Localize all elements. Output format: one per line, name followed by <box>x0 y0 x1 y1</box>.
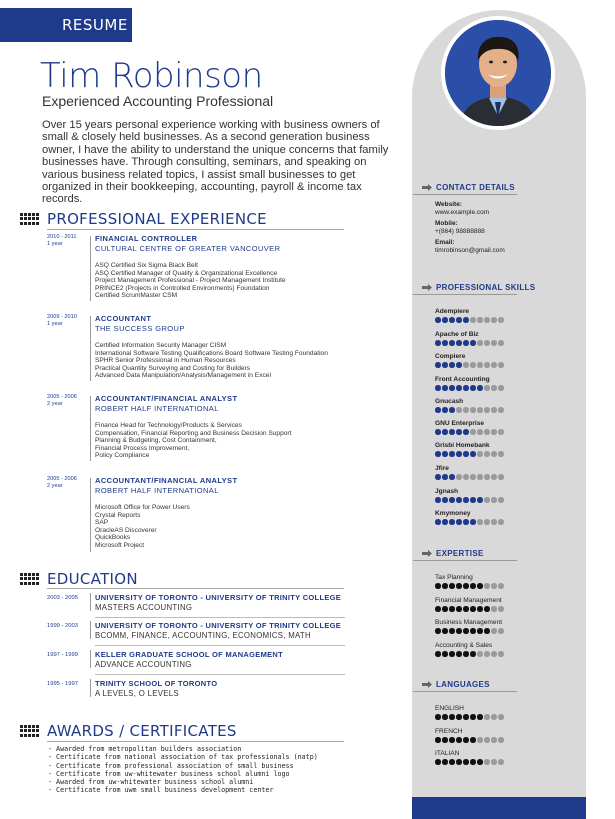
rating-dot <box>498 497 504 503</box>
rating-dot <box>498 759 504 765</box>
section-divider <box>47 741 344 742</box>
skill-rating <box>435 497 504 503</box>
rating-dot <box>470 429 476 435</box>
rating-dot <box>435 451 441 457</box>
rating-dot <box>435 317 441 323</box>
section-title: PROFESSIONAL EXPERIENCE <box>47 210 267 228</box>
rating-dot <box>463 429 469 435</box>
education-dates: 1995 - 1997 <box>47 681 78 687</box>
rating-dot <box>484 628 490 634</box>
rating-dot <box>456 451 462 457</box>
rating-dot <box>477 606 483 612</box>
summary: Over 15 years personal experience working with business owners of small & closely held businesses. As a second generation business owner, I have the ability to understand the unique concerns that family businesses have. Through consulting, seminars, and speaking on various business related topics, I assist small businesses to get organized in their bookkeeping, accounting, payroll & income tax records. <box>42 119 389 206</box>
expertise-rating <box>435 606 504 612</box>
rating-dot <box>498 340 504 346</box>
rating-dot <box>498 628 504 634</box>
skill-item: Grisbi Homebank <box>435 442 504 457</box>
skill-item: Adempiere <box>435 308 504 323</box>
skill-item: Front Accounting <box>435 376 504 391</box>
rating-dot <box>498 451 504 457</box>
timeline-line <box>90 396 91 461</box>
section-title: EDUCATION <box>47 570 138 588</box>
rating-dot <box>477 429 483 435</box>
rating-dot <box>449 714 455 720</box>
rating-dot <box>477 519 483 525</box>
experience-duties: Certified Information Security Manager CISM International Software Testing Qualifications Board Software Testing Foundation SPHR Senior Professional in Human Resources Practical Quantity Surveying and Costing for Builders Advanced Data Manipulation/Analysis/Management in Excel <box>95 342 328 380</box>
experience-duties: Microsoft Office for Power Users Crystal Reports SAP OracleAS Discoverer QuickBooks Microsoft Project <box>95 504 190 549</box>
rating-dot <box>456 474 462 480</box>
rating-dot <box>463 583 469 589</box>
rating-dot <box>484 362 490 368</box>
email-value: timrobinson@gmail.com <box>435 246 505 254</box>
rating-dot <box>442 474 448 480</box>
candidate-name: Tim Robinson <box>40 56 263 96</box>
rating-dot <box>470 407 476 413</box>
rating-dot <box>435 362 441 368</box>
rating-dot <box>435 714 441 720</box>
timeline-line <box>90 679 91 697</box>
rating-dot <box>498 519 504 525</box>
rating-dot <box>491 407 497 413</box>
rating-dot <box>456 714 462 720</box>
experience-org: CULTURAL CENTRE OF GREATER VANCOUVER <box>95 244 281 253</box>
sidebar-divider <box>413 560 517 561</box>
rating-dot <box>435 519 441 525</box>
rating-dot <box>435 385 441 391</box>
rating-dot <box>484 474 490 480</box>
rating-dot <box>470 737 476 743</box>
rating-dot <box>484 737 490 743</box>
rating-dot <box>491 429 497 435</box>
rating-dot <box>442 519 448 525</box>
arrow-right-icon <box>422 550 432 557</box>
rating-dot <box>449 606 455 612</box>
education-degree: BCOMM, FINANCE, ACCOUNTING, ECONOMICS, MATH <box>95 631 311 640</box>
rating-dot <box>491 362 497 368</box>
rating-dot <box>498 385 504 391</box>
rating-dot <box>456 651 462 657</box>
rating-dot <box>477 759 483 765</box>
expertise-heading <box>422 549 484 558</box>
rating-dot <box>442 340 448 346</box>
sidebar-footer-bar <box>412 797 586 819</box>
expertise-item: Tax Planning <box>435 574 504 589</box>
language-item: ENGLISH <box>435 705 504 720</box>
skill-item: Gnucash <box>435 398 504 413</box>
experience-role: ACCOUNTANT <box>95 314 152 323</box>
resume-tab: RESUME <box>0 8 132 42</box>
rating-dot <box>456 759 462 765</box>
rating-dot <box>442 497 448 503</box>
rating-dot <box>442 429 448 435</box>
grid-bullet-icon <box>20 213 40 225</box>
rating-dot <box>456 497 462 503</box>
education-dates: 2003 - 2005 <box>47 595 78 601</box>
rating-dot <box>470 519 476 525</box>
rating-dot <box>449 497 455 503</box>
rating-dot <box>463 628 469 634</box>
rating-dot <box>491 451 497 457</box>
rating-dot <box>470 651 476 657</box>
language-rating <box>435 759 504 765</box>
rating-dot <box>449 317 455 323</box>
skill-rating <box>435 317 504 323</box>
rating-dot <box>463 519 469 525</box>
rating-dot <box>463 451 469 457</box>
timeline-line <box>90 316 91 381</box>
rating-dot <box>456 385 462 391</box>
language-item: ITALIAN <box>435 750 504 765</box>
rating-dot <box>484 451 490 457</box>
rating-dot <box>442 737 448 743</box>
rating-dot <box>484 407 490 413</box>
rating-dot <box>477 340 483 346</box>
rating-dot <box>484 497 490 503</box>
rating-dot <box>463 714 469 720</box>
education-school: TRINITY SCHOOL OF TORONTO <box>95 679 218 688</box>
rating-dot <box>491 385 497 391</box>
sidebar-section-title: EXPERTISE <box>436 549 484 558</box>
skill-rating <box>435 407 504 413</box>
rating-dot <box>456 340 462 346</box>
education-school: UNIVERSITY OF TORONTO - UNIVERSITY OF TRINITY COLLEGE <box>95 621 342 630</box>
education-degree: ADVANCE ACCOUNTING <box>95 660 192 669</box>
skill-item: Kmymoney <box>435 510 504 525</box>
rating-dot <box>477 497 483 503</box>
rating-dot <box>470 606 476 612</box>
rating-dot <box>442 385 448 391</box>
education-school: KELLER GRADUATE SCHOOL OF MANAGEMENT <box>95 650 284 659</box>
rating-dot <box>477 737 483 743</box>
rating-dot <box>442 362 448 368</box>
website-label: Website: <box>435 201 462 208</box>
skill-rating <box>435 385 504 391</box>
rating-dot <box>463 474 469 480</box>
rating-dot <box>470 714 476 720</box>
rating-dot <box>484 606 490 612</box>
rating-dot <box>463 385 469 391</box>
rating-dot <box>442 651 448 657</box>
award-item: - Certificate from uw-whitewater business school alumni logo <box>48 769 290 778</box>
rating-dot <box>484 714 490 720</box>
education-school: UNIVERSITY OF TORONTO - UNIVERSITY OF TRINITY COLLEGE <box>95 593 342 602</box>
skill-item: Jgnash <box>435 488 504 503</box>
experience-org: ROBERT HALF INTERNATIONAL <box>95 404 219 413</box>
rating-dot <box>442 628 448 634</box>
rating-dot <box>484 429 490 435</box>
contact-details <box>435 201 505 254</box>
rating-dot <box>477 407 483 413</box>
rating-dot <box>463 317 469 323</box>
rating-dot <box>470 474 476 480</box>
rating-dot <box>491 737 497 743</box>
award-item: - Certificate from uwm small business development center <box>48 786 274 795</box>
rating-dot <box>491 340 497 346</box>
language-rating <box>435 714 504 720</box>
rating-dot <box>435 340 441 346</box>
timeline-line <box>90 650 91 668</box>
rating-dot <box>491 474 497 480</box>
rating-dot <box>463 497 469 503</box>
awards-heading <box>20 722 237 740</box>
timeline-line <box>90 621 91 639</box>
rating-dot <box>470 385 476 391</box>
rating-dot <box>470 317 476 323</box>
rating-dot <box>463 407 469 413</box>
rating-dot <box>449 737 455 743</box>
rating-dot <box>477 651 483 657</box>
rating-dot <box>498 737 504 743</box>
rating-dot <box>491 651 497 657</box>
languages-heading <box>422 680 490 689</box>
rating-dot <box>435 429 441 435</box>
rating-dot <box>477 451 483 457</box>
rating-dot <box>456 737 462 743</box>
rating-dot <box>435 497 441 503</box>
sidebar-section-title: CONTACT DETAILS <box>436 183 515 192</box>
rating-dot <box>477 317 483 323</box>
rating-dot <box>456 362 462 368</box>
section-divider <box>47 588 344 589</box>
rating-dot <box>477 583 483 589</box>
mobile-value: +(864) 98888888 <box>435 227 485 235</box>
skill-rating <box>435 519 504 525</box>
rating-dot <box>435 407 441 413</box>
arrow-right-icon <box>422 681 432 688</box>
rating-dot <box>477 628 483 634</box>
rating-dot <box>477 714 483 720</box>
rating-dot <box>484 519 490 525</box>
rating-dot <box>477 362 483 368</box>
sidebar-panel <box>412 10 586 819</box>
rating-dot <box>456 606 462 612</box>
rating-dot <box>463 362 469 368</box>
rating-dot <box>491 583 497 589</box>
rating-dot <box>484 651 490 657</box>
expertise-rating <box>435 651 504 657</box>
sidebar-divider <box>413 294 517 295</box>
award-item: - Awarded from uw-whitewater business school alumni <box>48 778 254 787</box>
rating-dot <box>463 340 469 346</box>
skill-item: GNU Enterprise <box>435 420 504 435</box>
rating-dot <box>491 497 497 503</box>
expertise-item: Business Management <box>435 619 504 634</box>
rating-dot <box>470 362 476 368</box>
grid-bullet-icon <box>20 725 40 737</box>
experience-heading <box>20 210 267 228</box>
experience-dates: 2010 - 2011 1 year <box>47 234 77 247</box>
skills-heading <box>422 283 535 292</box>
rating-dot <box>442 583 448 589</box>
skill-rating <box>435 451 504 457</box>
experience-dates: 2009 - 2010 1 year <box>47 314 77 327</box>
rating-dot <box>456 317 462 323</box>
rating-dot <box>463 759 469 765</box>
rating-dot <box>449 362 455 368</box>
timeline-line <box>90 593 91 611</box>
sidebar-section-title: LANGUAGES <box>436 680 490 689</box>
rating-dot <box>435 651 441 657</box>
arrow-right-icon <box>422 284 432 291</box>
rating-dot <box>435 606 441 612</box>
skill-rating <box>435 340 504 346</box>
awards-list <box>48 745 318 795</box>
expertise-rating <box>435 628 504 634</box>
rating-dot <box>449 583 455 589</box>
rating-dot <box>491 628 497 634</box>
experience-role: ACCOUNTANT/FINANCIAL ANALYST <box>95 476 238 485</box>
rating-dot <box>449 651 455 657</box>
rating-dot <box>484 340 490 346</box>
rating-dot <box>484 759 490 765</box>
candidate-subtitle: Experienced Accounting Professional <box>42 93 274 109</box>
rating-dot <box>435 583 441 589</box>
expertise-item: Financial Management <box>435 597 504 612</box>
education-degree: A LEVELS, O LEVELS <box>95 689 179 698</box>
website-value: www.example.com <box>435 208 490 216</box>
award-item: - Certificate from national association of tax professionals (natp) <box>48 753 318 762</box>
rating-dot <box>449 759 455 765</box>
timeline-line <box>90 236 91 301</box>
rating-dot <box>470 497 476 503</box>
language-item: FRENCH <box>435 728 504 743</box>
section-divider <box>47 229 344 230</box>
rating-dot <box>435 737 441 743</box>
skill-rating <box>435 429 504 435</box>
skill-rating <box>435 362 504 368</box>
rating-dot <box>470 583 476 589</box>
rating-dot <box>491 714 497 720</box>
rating-dot <box>435 759 441 765</box>
sidebar-divider <box>413 194 517 195</box>
rating-dot <box>449 385 455 391</box>
experience-org: ROBERT HALF INTERNATIONAL <box>95 486 219 495</box>
experience-duties: Finance Head for Technology/Products & Services Compensation, Financial Reporting and Business Decision Support Planning & Budgeting, Cost Containment, Financial Process Improvement, Policy Compliance <box>95 422 292 460</box>
education-heading <box>20 570 138 588</box>
rating-dot <box>477 474 483 480</box>
experience-dates: 2005 - 2006 2 year <box>47 394 77 407</box>
rating-dot <box>449 340 455 346</box>
education-dates: 1997 - 1999 <box>47 652 78 658</box>
award-item: - Certificate from professional association of small business <box>48 761 294 770</box>
expertise-rating <box>435 583 504 589</box>
email-label: Email: <box>435 239 455 246</box>
contact-heading <box>422 183 515 192</box>
profile-photo <box>441 16 555 130</box>
rating-dot <box>498 362 504 368</box>
rating-dot <box>456 407 462 413</box>
rating-dot <box>442 759 448 765</box>
rating-dot <box>449 628 455 634</box>
rating-dot <box>498 429 504 435</box>
rating-dot <box>449 474 455 480</box>
rating-dot <box>498 317 504 323</box>
rating-dot <box>470 451 476 457</box>
rating-dot <box>463 606 469 612</box>
rating-dot <box>449 429 455 435</box>
expertise-item: Accounting & Sales <box>435 642 504 657</box>
rating-dot <box>470 340 476 346</box>
experience-dates: 2005 - 2006 2 year <box>47 476 77 489</box>
rating-dot <box>484 385 490 391</box>
rating-dot <box>456 519 462 525</box>
rating-dot <box>435 474 441 480</box>
grid-bullet-icon <box>20 573 40 585</box>
rating-dot <box>449 519 455 525</box>
timeline-line <box>90 478 91 552</box>
rating-dot <box>498 407 504 413</box>
skill-item: Apache of Biz <box>435 331 504 346</box>
rating-dot <box>470 628 476 634</box>
sidebar-divider <box>413 691 517 692</box>
rating-dot <box>498 606 504 612</box>
rating-dot <box>456 628 462 634</box>
experience-org: THE SUCCESS GROUP <box>95 324 185 333</box>
education-dates: 1999 - 2003 <box>47 623 78 629</box>
rating-dot <box>442 714 448 720</box>
rating-dot <box>442 451 448 457</box>
rating-dot <box>449 451 455 457</box>
rating-dot <box>484 583 490 589</box>
experience-duties: ASQ Certified Six Sigma Black Belt ASQ Certified Manager of Quality & Organizational Excellence Project Management Professional - Project Management Institute PRINCE2 (Projects in Controlled Environments) Foundation Certified ScrumMaster CSM <box>95 262 286 300</box>
rating-dot <box>484 317 490 323</box>
rating-dot <box>498 474 504 480</box>
mobile-label: Mobile: <box>435 220 458 227</box>
rating-dot <box>449 407 455 413</box>
rating-dot <box>491 606 497 612</box>
sidebar-section-title: PROFESSIONAL SKILLS <box>436 283 536 292</box>
rating-dot <box>498 651 504 657</box>
rating-dot <box>498 714 504 720</box>
rating-dot <box>463 651 469 657</box>
skill-item: Compiere <box>435 353 504 368</box>
rating-dot <box>470 759 476 765</box>
arrow-right-icon <box>422 184 432 191</box>
rating-dot <box>491 759 497 765</box>
rating-dot <box>435 628 441 634</box>
experience-role: ACCOUNTANT/FINANCIAL ANALYST <box>95 394 238 403</box>
rating-dot <box>442 606 448 612</box>
skill-item: Jfire <box>435 465 504 480</box>
rating-dot <box>456 429 462 435</box>
experience-role: FINANCIAL CONTROLLER <box>95 234 198 243</box>
rating-dot <box>442 317 448 323</box>
rating-dot <box>491 519 497 525</box>
rating-dot <box>498 583 504 589</box>
skill-rating <box>435 474 504 480</box>
award-item: - Awarded from metropolitan builders association <box>48 745 242 753</box>
education-degree: MASTERS ACCOUNTING <box>95 603 193 612</box>
rating-dot <box>463 737 469 743</box>
rating-dot <box>491 317 497 323</box>
language-rating <box>435 737 504 743</box>
section-title: AWARDS / CERTIFICATES <box>47 722 237 740</box>
rating-dot <box>477 385 483 391</box>
rating-dot <box>442 407 448 413</box>
rating-dot <box>456 583 462 589</box>
